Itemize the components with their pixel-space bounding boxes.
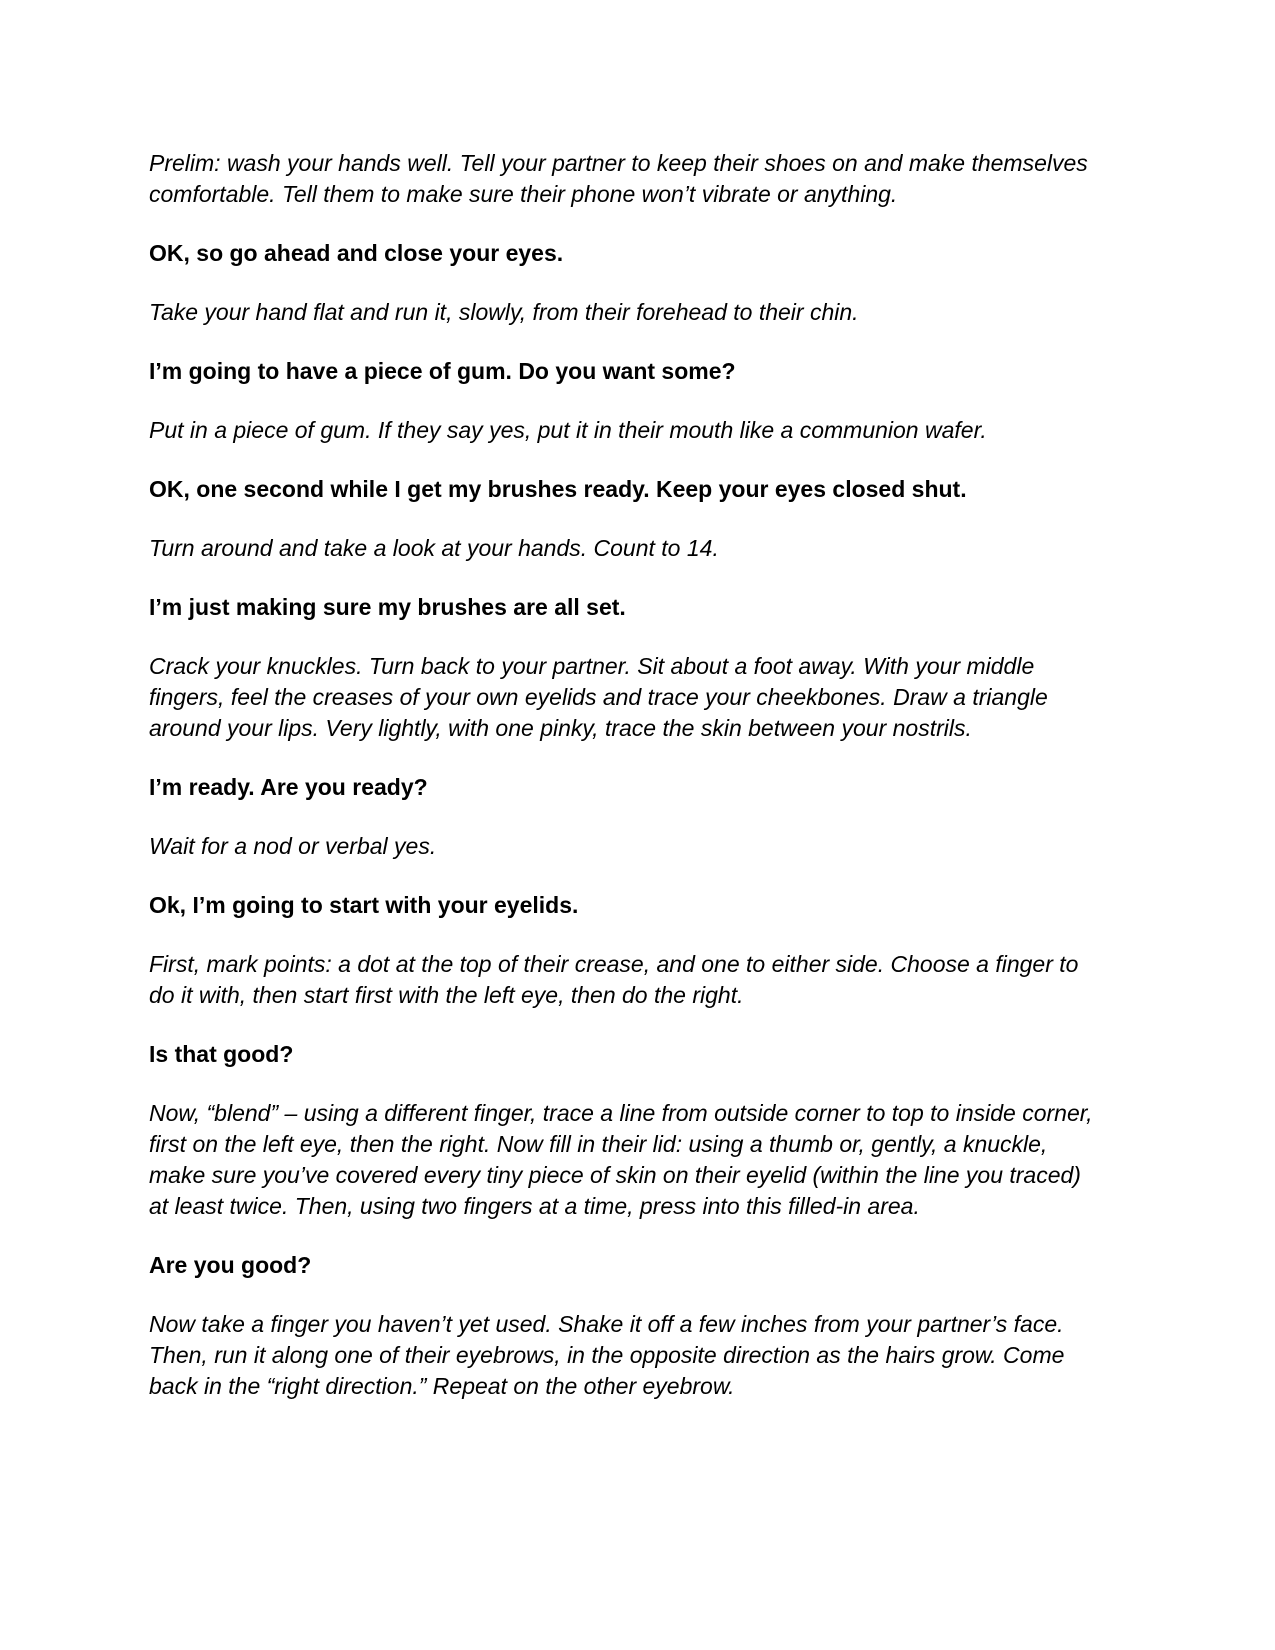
instruction-crack-knuckles: Crack your knuckles. Turn back to your partner. Sit about a foot away. With your middle fingers, feel the creases of your own eyelids and trace your cheekbones. Draw a triangle around your lips. Very lightly, with one pinky, trace the skin between your nostrils. — [149, 653, 1048, 741]
spoken-ready: I’m ready. Are you ready? — [149, 774, 428, 800]
spoken-gum: I’m going to have a piece of gum. Do you want some? — [149, 358, 736, 384]
spoken-brushes-ready: OK, one second while I get my brushes ready. Keep your eyes closed shut. — [149, 476, 967, 502]
spoken-brushes-set: I’m just making sure my brushes are all set. — [149, 594, 626, 620]
instruction-prelim: Prelim: wash your hands well. Tell your partner to keep their shoes on and make themselves comfortable. Tell them to make sure their phone won’t vibrate or anything. — [149, 150, 1088, 207]
instruction-mark-points: First, mark points: a dot at the top of their crease, and one to either side. Choose a finger to do it with, then start first with the left eye, then do the right. — [149, 951, 1079, 1008]
instruction-turn-around: Turn around and take a look at your hands. Count to 14. — [149, 535, 719, 561]
instruction-eyebrows: Now take a finger you haven’t yet used. Shake it off a few inches from your partner’s face. Then, run it along one of their eyebrows, in the opposite direction as the hairs grow. Come back in the “right direction.” Repeat on the other eyebrow. — [149, 1311, 1065, 1399]
spoken-close-eyes: OK, so go ahead and close your eyes. — [149, 240, 564, 266]
spoken-start-eyelids: Ok, I’m going to start with your eyelids. — [149, 892, 579, 918]
instruction-gum: Put in a piece of gum. If they say yes, put it in their mouth like a communion wafer. — [149, 417, 987, 443]
spoken-are-you-good: Are you good? — [149, 1252, 312, 1278]
instruction-wait-nod: Wait for a nod or verbal yes. — [149, 833, 437, 859]
document-body — [149, 148, 1139, 1430]
instruction-hand-flat: Take your hand flat and run it, slowly, from their forehead to their chin. — [149, 299, 859, 325]
spoken-is-that-good: Is that good? — [149, 1041, 294, 1067]
instruction-blend: Now, “blend” – using a different finger, trace a line from outside corner to top to inside corner, first on the left eye, then the right. Now fill in their lid: using a thumb or, gently, a knuckle, make sure you’ve covered every tiny piece of skin on their eyelid (within the line you traced) at least twice. Then, using two fingers at a time, press into this filled-in area. — [149, 1100, 1093, 1219]
